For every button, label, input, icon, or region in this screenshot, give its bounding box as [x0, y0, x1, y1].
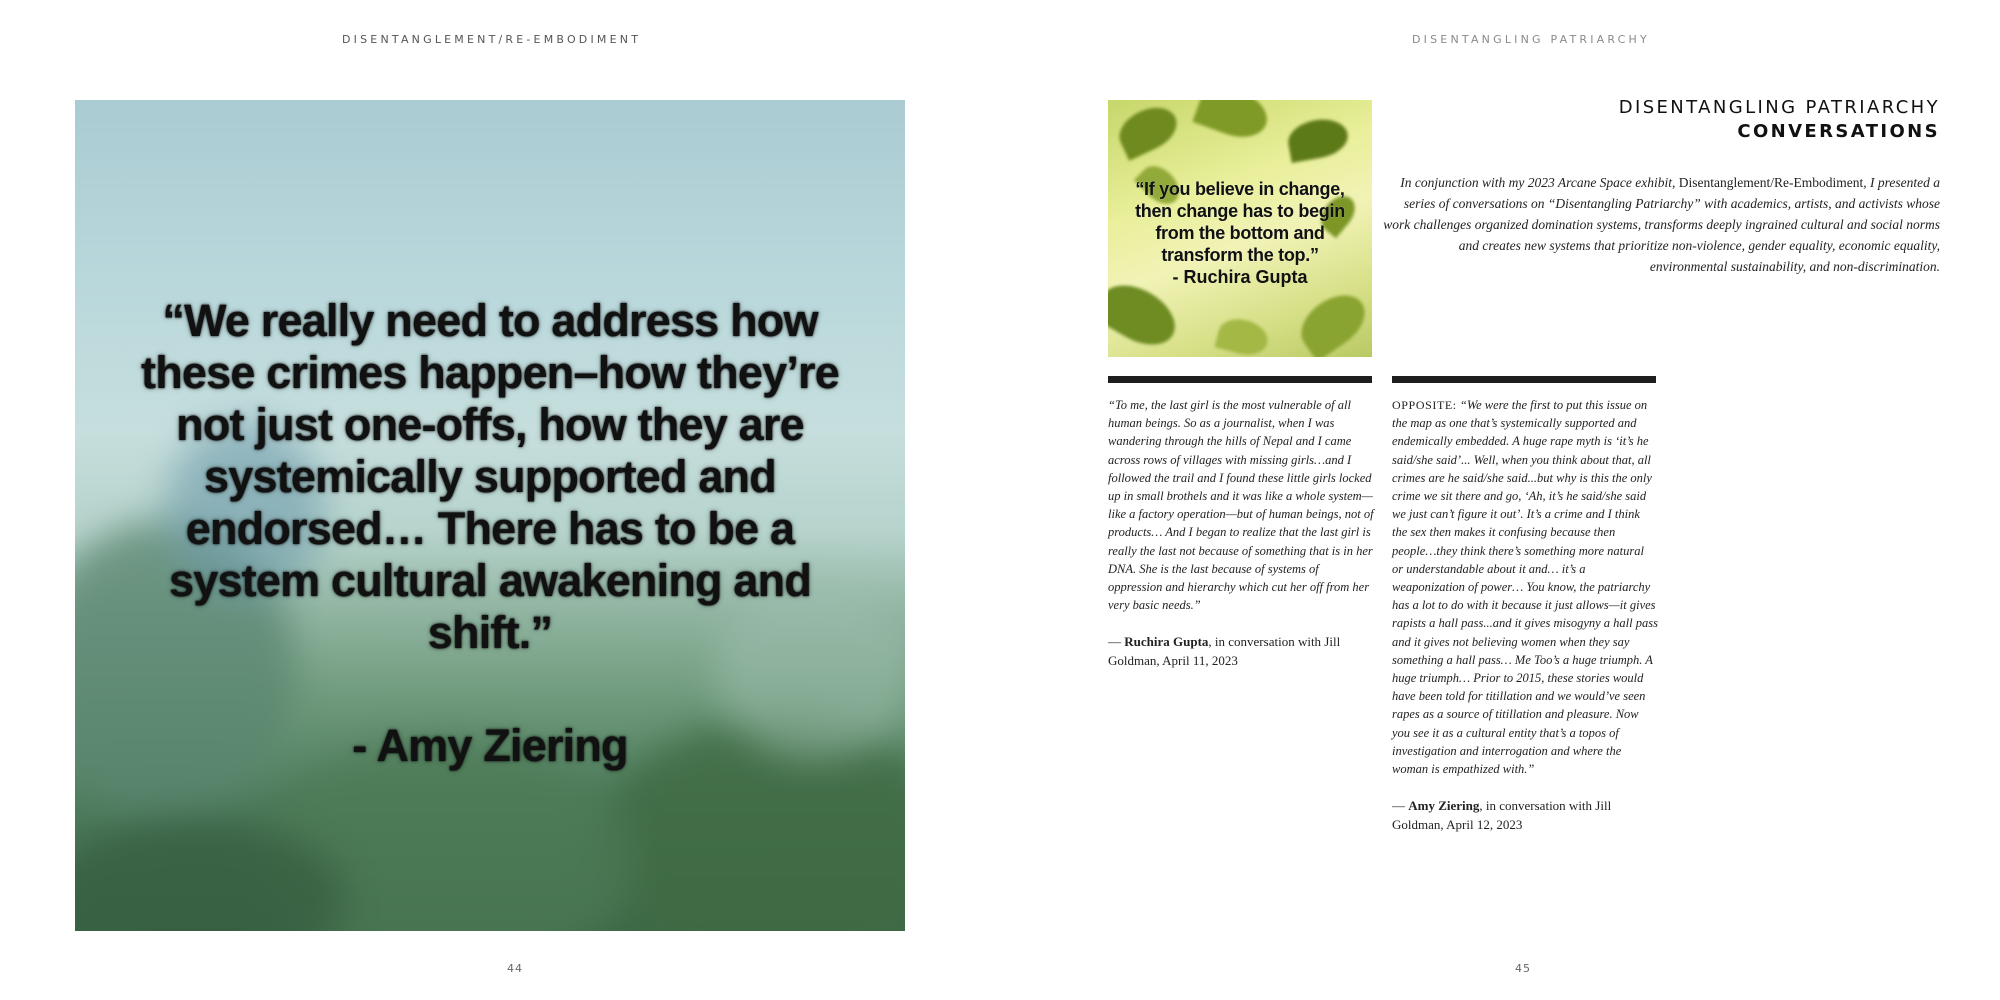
column-quote: “To me, the last girl is the most vulnerable of all human beings. So as a journalist, when I was wandering through the hills of Nepal and I came across rows of villages with missing girls…and I followed the trail and I found these little girls locked up in small brothels and it was like a whole system—like a factory operation—but of human beings, not of products… And I began to realize that the last girl is really the last not because of something that is in her DNA. She is the last because of systems of oppression and hierarchy which cut her off from her very basic needs.” [1108, 398, 1374, 613]
credit-dash: — [1392, 798, 1409, 814]
credit-name: Amy Ziering [1408, 798, 1480, 814]
poster-quote-author: - Amy Ziering [352, 720, 628, 771]
intro-text-1: In conjunction with my 2023 Arcane Space exhibit, [1400, 175, 1679, 190]
column-rule [1108, 376, 1372, 383]
page-number-right: 45 [1515, 962, 1531, 975]
quote-poster-ruchira-gupta [1108, 100, 1372, 357]
column-rule [1392, 376, 1656, 383]
section-title-line1: DISENTANGLING PATRIARCHY [1618, 97, 1940, 118]
column-quote [1392, 396, 1658, 778]
poster-quote-text: “We really need to address how these crimes happen–how they’re not just one-offs, how they are systemically supported and endorsed… There has to be a system cultural awakening and shift.” [141, 295, 839, 658]
intro-exhibit-title: Disentanglement/Re-Embodiment [1678, 175, 1864, 190]
intro-paragraph [1380, 172, 1940, 277]
text-column-ziering [1392, 396, 1658, 834]
column-lead-label: OPPOSITE: [1392, 398, 1457, 412]
credit-name: Ruchira Gupta [1124, 634, 1209, 650]
poster-quote-author: - Ruchira Gupta [1172, 267, 1308, 287]
column-credit [1108, 632, 1374, 670]
credit-detail: , in conversation with Jill Goldman, April 11, 2023 [1108, 634, 1341, 669]
credit-detail: , in conversation with Jill Goldman, April 12, 2023 [1392, 798, 1612, 833]
column-quote-text: “We were the first to put this issue on the map as one that’s systemically supported and endemically embedded. A huge rape myth is ‘it’s he said/she said’... Well, when you think about that, all crimes are he said/she said...but why is this the only crime we sit there and go, ‘Ah, it’s he said/she said we just can’t figure it out’. It’s a crime and I think the sex then makes it confusing because then people…they think there’s something more natural or understandable about it and… it’s a weaponization of power… You know, the patriarchy has a lot to do with it because it just allows—it gives rapists a hall pass...and it gives misogyny a hall pass and it gives not believing women when they say something a hall pass… Me Too’s a huge triumph. A huge triumph… Prior to 2015, these stories would have been told for titillation and we would’ve seen rapes as a source of titillation and pleasure. Now you see it as a cultural entity that’s a topos of investigation and interrogation and where the woman is empathized with.” [1392, 398, 1658, 777]
poster-quote-text: “If you believe in change, then change has to begin from the bottom and transform the top.” [1135, 179, 1345, 265]
quote-poster-amy-ziering [75, 100, 905, 931]
section-title-line2: CONVERSATIONS [1737, 121, 1940, 142]
text-column-gupta [1108, 396, 1374, 670]
intro-text-2: , I presented a series of conversations on “Disentangling Patriarchy” with academics, artists, and activists whose work challenges organized domination systems, transforms deeply ingrained cultural and social norms and creates new systems that prioritize non-violence, gender equality, economic equality, environmental sustainability, and non-discrimination. [1383, 175, 1940, 274]
section-title [1619, 96, 1940, 144]
column-credit [1392, 796, 1658, 834]
page-number-left: 44 [507, 962, 523, 975]
running-head-left: DISENTANGLEMENT/RE-EMBODIMENT [342, 33, 642, 46]
running-head-right: DISENTANGLING PATRIARCHY [1412, 33, 1650, 46]
credit-dash: — [1108, 634, 1125, 650]
